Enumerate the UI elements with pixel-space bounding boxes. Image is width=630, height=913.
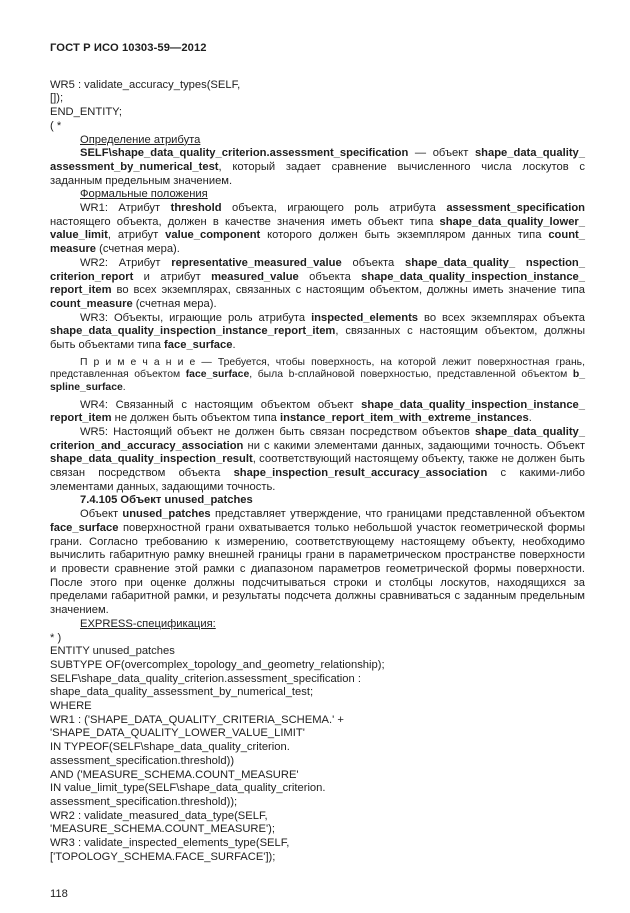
paragraph xyxy=(50,312,585,353)
text-run: объекта xyxy=(341,256,406,269)
text-run: не должен быть объектом типа xyxy=(111,412,280,425)
section-heading xyxy=(50,494,585,508)
code-line: IN value_limit_type(SELF\shape_data_quality_criterion. xyxy=(50,782,326,795)
paragraph xyxy=(50,426,585,495)
text-run: , была b-сплайновой поверхностью, представленной объектом xyxy=(249,369,573,381)
text-run: , атрибут xyxy=(107,229,166,242)
text-run: (счетная мера). xyxy=(96,243,180,256)
text-run: — объект xyxy=(408,147,475,160)
entity-name: instance_​report_​item_​with_​extreme_​instances xyxy=(280,412,529,425)
entity-name: shape_​data_​quality_​assessment_​by_​numerical_​test xyxy=(50,147,585,173)
text-run: WR5: Настоящий объект не должен быть связан посредством объектов xyxy=(80,425,475,438)
text-run: которого должен быть экземпляром данных типа xyxy=(260,229,549,242)
entity-name: shape_​data_​quality_​inspection_​instance_​report_​item xyxy=(50,325,336,338)
code-line: []); xyxy=(50,92,64,105)
entity-name: shape_​inspection_​result_​accuracy_​association xyxy=(233,467,488,480)
code-line: 'MEASURE_SCHEMA.COUNT_MEASURE'); xyxy=(50,823,275,836)
entity-name: unused_​patches xyxy=(122,508,211,521)
code-line: shape_data_quality_assessment_by_numerical_test; xyxy=(50,686,314,699)
entity-name: face_​surface xyxy=(185,369,250,381)
text-run: поверхностной грани охватывается только небольшой участок геометрической формы грани. Согласно требованию к измерению, соответствующему настоящему объекту, необходимо вычислить габаритную рамку внешней границы грани в параметрическом пространстве поверхности и провести сравнение этой рамки с диапазоном параметров геометрической формы поверхности. После этого при оценке должны подсчитываться строки и столбцы лоскутов, находящихся за пределами габаритной рамки, и результаты подсчета должны сравниваться с заданным предельным значением. xyxy=(50,521,585,617)
text-run: WR4: Связанный с настоящим объектом объект xyxy=(80,398,362,411)
paragraph xyxy=(50,188,585,202)
document-header: ГОСТ Р ИСО 10303-59—2012 xyxy=(50,42,207,54)
paragraph xyxy=(50,202,585,257)
paragraph xyxy=(50,399,585,426)
paragraph xyxy=(50,134,585,148)
text-run: . xyxy=(232,339,236,352)
page-number: 118 xyxy=(50,888,68,901)
entity-name: count_​measure xyxy=(50,297,133,310)
document-body xyxy=(50,79,585,865)
text-run: , соответствующий настоящему объекту, также не должен быть связан посредством объекта xyxy=(50,453,585,480)
entity-name: 7.4.105 Объект unused_​patches xyxy=(80,494,253,507)
text-run: , который задает сравнение вычисленного числа лоскутов с заданным предельным значением. xyxy=(50,160,585,187)
text-run: WR3: Объекты, играющие роль атрибута xyxy=(80,311,312,324)
code-line: WHERE xyxy=(50,700,92,713)
code-line: SELF\shape_data_quality_criterion.assessment_specification : xyxy=(50,672,361,685)
code-line: WR2 : validate_measured_data_type(SELF, xyxy=(50,809,268,822)
entity-name: assessment_​specification xyxy=(446,202,585,215)
text-run: во всех экземплярах, связанных с настоящим объектом, должны иметь значение типа xyxy=(111,284,585,297)
code-line: ( * xyxy=(50,119,62,132)
text-run: Объект xyxy=(80,508,123,521)
code-line: SUBTYPE OF(overcomplex_topology_and_geometry_relationship); xyxy=(50,658,385,671)
text-run: объекта xyxy=(298,270,362,283)
code-line: IN TYPEOF(SELF\shape_data_quality_criterion. xyxy=(50,741,290,754)
entity-name: measured_​value xyxy=(211,270,299,283)
code-line: * ) xyxy=(50,631,62,644)
code-line: ENTITY unused_patches xyxy=(50,645,175,658)
code-line: WR5 : validate_accuracy_types(SELF, xyxy=(50,78,241,91)
entity-name: shape_​data_​quality_​ nspection_​criterion_​report xyxy=(50,256,585,283)
note-paragraph xyxy=(50,357,585,395)
entity-name: SELF\shape_​data_​quality_​criterion.assessment_​specification xyxy=(80,147,409,160)
entity-name: count_​measure xyxy=(50,229,585,256)
code-line: assessment_specification.threshold)); xyxy=(50,795,238,808)
entity-name: representative_​measured_​value xyxy=(171,256,342,269)
entity-name: shape_​data_​quality_​lower_​value_​limit xyxy=(50,215,585,242)
text-run: . xyxy=(122,381,126,393)
text-run: ни с какими элементами данных, задающими точность. Объект xyxy=(243,439,585,452)
code-line: WR1 : ('SHAPE_DATA_QUALITY_CRITERIA_SCHEMA.' + xyxy=(50,713,344,726)
text-run: WR2: Атрибут xyxy=(80,256,172,269)
paragraph xyxy=(50,508,585,618)
code-line: AND ('MEASURE_SCHEMA.COUNT_MEASURE' xyxy=(50,768,299,781)
code-line: ['TOPOLOGY_SCHEMA.FACE_SURFACE']); xyxy=(50,850,276,863)
paragraph xyxy=(50,618,585,632)
entity-name: face_​surface xyxy=(164,339,233,352)
entity-name: value_​component xyxy=(165,229,261,242)
text-run: с какими-либо элементами данных, задающими точность. xyxy=(50,467,585,493)
entity-name: shape_​data_​quality_​inspection_​instance_​report_​item xyxy=(50,398,585,425)
text-run: Определение атрибута xyxy=(80,133,201,146)
entity-name: inspected_​elements xyxy=(311,311,419,324)
text-run: WR1: Атрибут xyxy=(80,202,171,215)
paragraph xyxy=(50,257,585,312)
text-run: и атрибут xyxy=(133,270,212,283)
paragraph xyxy=(50,147,585,188)
code-line: END_ENTITY; xyxy=(50,106,123,119)
code-line: 'SHAPE_DATA_QUALITY_LOWER_VALUE_LIMIT' xyxy=(50,727,305,740)
text-run: . xyxy=(528,412,532,425)
text-run: П р и м е ч а н и е — Требуется, чтобы поверхность, на которой лежит поверхностная грань, представленная объектом xyxy=(50,356,585,381)
entity-name: face_​surface xyxy=(50,521,119,534)
code-line: assessment_specification.threshold)) xyxy=(50,754,235,767)
text-run: Формальные положения xyxy=(80,188,208,201)
entity-name: shape_​data_​quality_​ criterion_​and_​accuracy_​association xyxy=(50,425,585,452)
text-run: объекта, играющего роль атрибута xyxy=(221,202,447,215)
entity-name: b_​spline_​surface xyxy=(50,369,585,393)
entity-name: threshold xyxy=(170,202,222,215)
text-run: настоящего объекта, должен в качестве значения иметь объект типа xyxy=(50,215,440,228)
entity-name: shape_​data_​quality_​inspection_​result xyxy=(50,453,253,466)
text-run: EXPRESS-спецификация: xyxy=(80,617,216,630)
entity-name: shape_​data_​quality_​inspection_​instance_​report_​item xyxy=(50,270,585,297)
code-line: WR3 : validate_inspected_elements_type(SELF, xyxy=(50,837,290,850)
text-run: , связанных с настоящим объектом, должны быть объектами типа xyxy=(50,325,585,352)
text-run: во всех экземплярах объекта xyxy=(418,311,585,324)
text-run: представляет утверждение, что границами представленной объектом xyxy=(210,508,585,521)
text-run: (счетная мера). xyxy=(132,297,217,310)
